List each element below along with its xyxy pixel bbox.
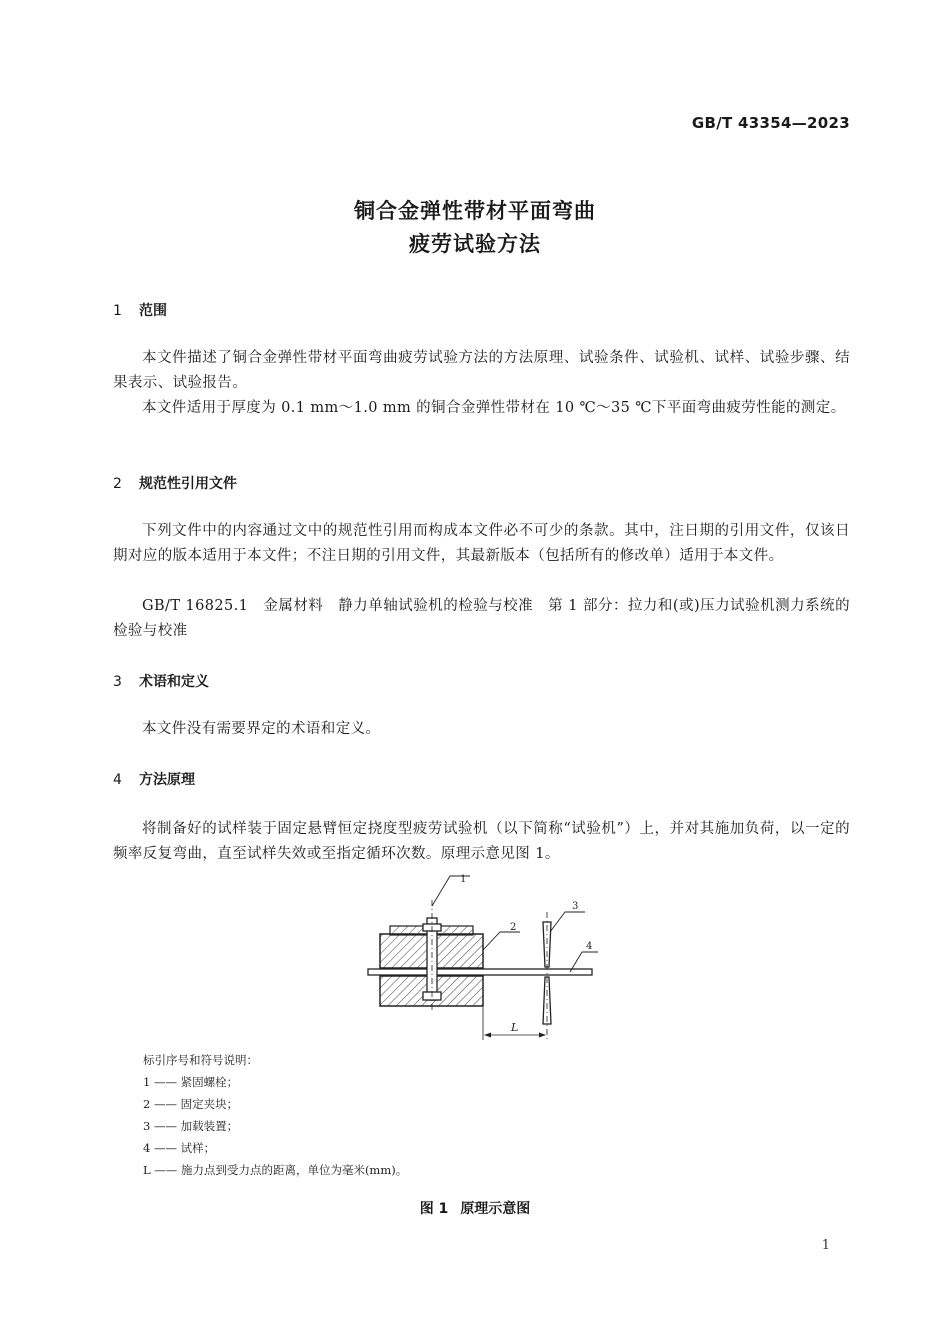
figure-caption <box>0 1198 950 1218</box>
legend-item: L —— 施力点到受力点的距离，单位为毫米(mm)。 <box>143 1163 408 1177</box>
section-title: 方法原理 <box>139 772 195 788</box>
section-number: 2 <box>113 476 122 492</box>
section-heading-principle <box>113 769 195 789</box>
callout-2: 2 <box>510 922 517 933</box>
dimension-arrow-left <box>484 1033 491 1038</box>
document-title-line1: 铜合金弹性带材平面弯曲 <box>354 199 596 223</box>
principle-paragraph-1: 将制备好的试样装于固定悬臂恒定挠度型疲劳试验机（以下简称“试验机”）上，并对其施加负荷，以一定的频率反复弯曲，直至试样失效或至指定循环次数。原理示意见图 1。 <box>113 821 850 862</box>
references-paragraph-2: GB/T 16825.1 金属材料 静力单轴试验机的检验与校准 第 1 部分：拉力和(或)压力试验机测力系统的检验与校准 <box>113 598 850 639</box>
callout-1: 1 <box>460 874 467 885</box>
legend-item: 3 —— 加载装置； <box>143 1119 239 1133</box>
figure-caption-number: 图 1 <box>419 1201 449 1217</box>
callout-4: 4 <box>586 941 593 952</box>
legend-item: 2 —— 固定夹块； <box>143 1097 239 1111</box>
leader-3 <box>550 912 585 932</box>
dimension-arrow-right <box>539 1033 546 1038</box>
dimension-label: L <box>511 1021 519 1034</box>
legend-title: 标引序号和符号说明： <box>143 1053 258 1067</box>
page-number: 1 <box>821 1238 830 1253</box>
terms-paragraph-1: 本文件没有需要界定的术语和定义。 <box>142 721 381 737</box>
section-heading-terms <box>113 671 209 691</box>
references-paragraph-1: 下列文件中的内容通过文中的规范性引用而构成本文件必不可少的条款。其中，注日期的引用文件，仅该日期对应的版本适用于本文件；不注日期的引用文件，其最新版本（包括所有的修改单）适用于本文件。 <box>113 523 850 564</box>
section-number: 3 <box>113 674 122 690</box>
section-heading-references <box>113 473 237 493</box>
figure-caption-text: 原理示意图 <box>460 1201 531 1217</box>
specimen-strip <box>368 969 592 975</box>
section-number: 4 <box>113 772 122 788</box>
section-title: 范围 <box>139 303 167 319</box>
scope-paragraph-2: 本文件适用于厚度为 0.1 mm～1.0 mm 的铜合金弹性带材在 10 ℃～35 ℃下平面弯曲疲劳性能的测定。 <box>142 400 846 416</box>
figure-legend <box>143 1049 407 1181</box>
legend-item: 4 —— 试样； <box>143 1141 216 1155</box>
scope-paragraph-1: 本文件描述了铜合金弹性带材平面弯曲疲劳试验方法的方法原理、试验条件、试验机、试样、试验步骤、结果表示、试验报告。 <box>113 350 850 391</box>
standard-number: GB/T 43354—2023 <box>691 114 850 132</box>
section-title: 术语和定义 <box>139 674 209 690</box>
principle-diagram <box>360 872 600 1042</box>
callout-3: 3 <box>572 901 579 912</box>
leader-2 <box>483 932 520 950</box>
document-title-line2: 疲劳试验方法 <box>409 232 541 256</box>
section-heading-scope <box>113 300 167 320</box>
section-number: 1 <box>113 303 122 319</box>
legend-item: 1 —— 紧固螺栓； <box>143 1075 239 1089</box>
section-title: 规范性引用文件 <box>139 476 237 492</box>
